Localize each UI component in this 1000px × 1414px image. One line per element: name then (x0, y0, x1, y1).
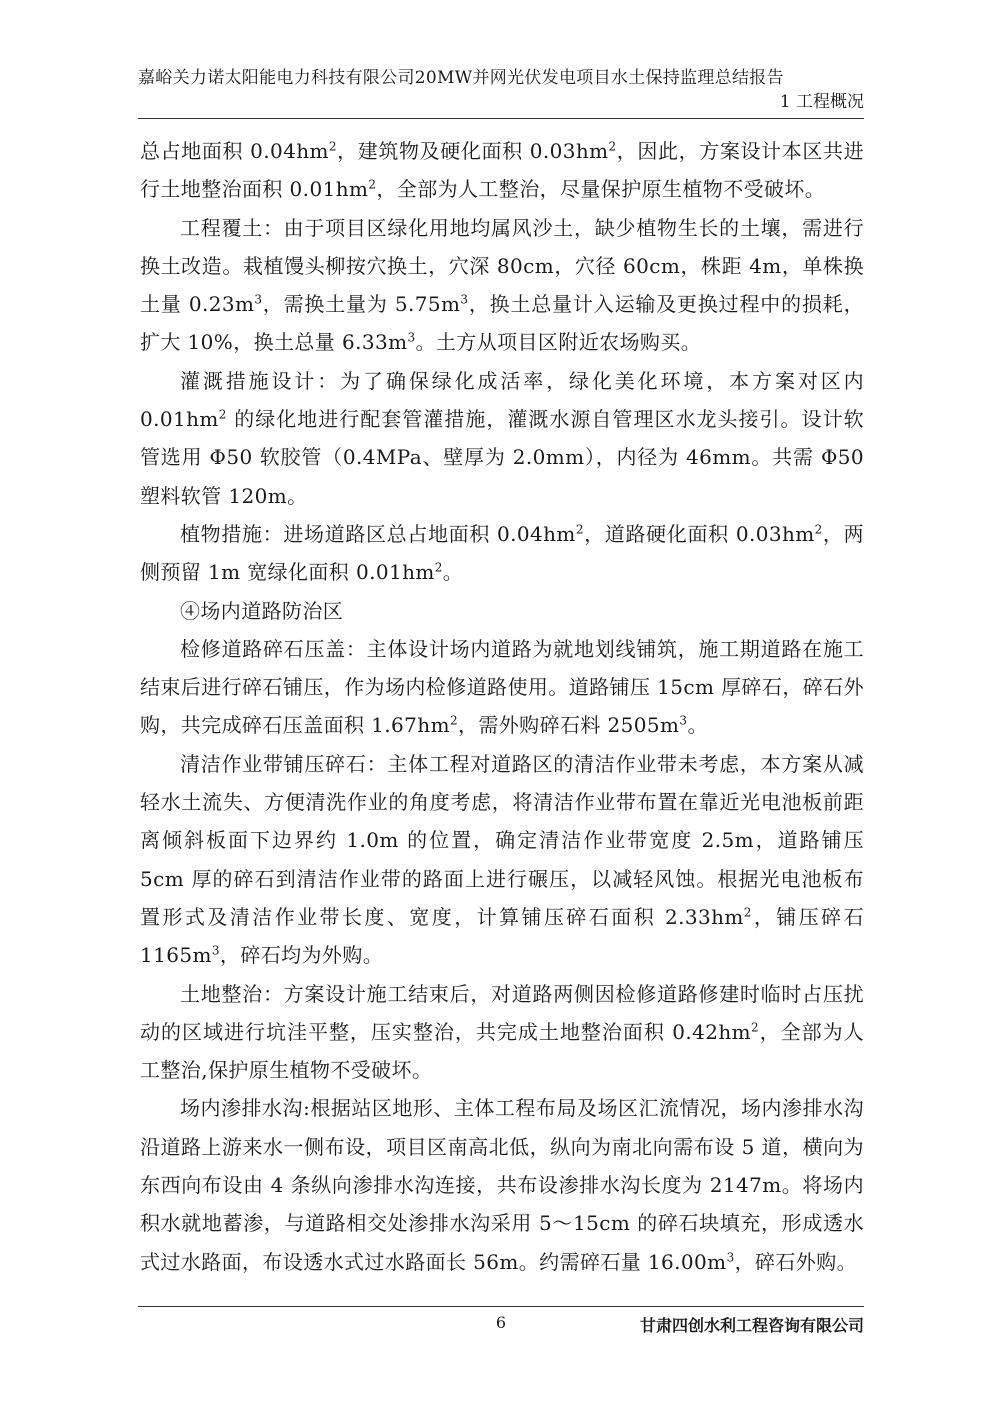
paragraph: 植物措施：进场道路区总占地面积 $0.04hm^2$，道路硬化面积 $0.03hm^2$，两侧预留 1m 宽绿化面积 $0.01hm^2$。 (140, 521, 864, 585)
paragraph: 工程覆土：由于项目区绿化用地均属风沙土，缺少植物生长的土壤，需进行换土改造。栽植馒头柳按穴换土，穴深 80cm，穴径 60cm，株距 4m，单株换土量 $0.23m^3$，需换土量为 $5.75m^3$，换土总量计入运输及更换过程中的损耗，扩大 10%，换土总量 $6.33m^3$。土方从项目区附近农场购买。 (140, 215, 864, 355)
report-title: 嘉峪关力诺太阳能电力科技有限公司20MW并网光伏发电项目水土保持监理总结报告 (138, 68, 784, 88)
page-number: 6 (495, 1313, 507, 1332)
section-label: 1 工程概况 (779, 92, 864, 112)
paragraph: 总占地面积 $0.04hm^2$，建筑物及硬化面积 $0.03hm^2$，因此，方案设计本区共进行土地整治面积 $0.01hm^2$，全部为人工整治，尽量保护原生植物不受破坏。 (140, 139, 864, 202)
paragraph: 检修道路碎石压盖：主体设计场内道路为就地划线铺筑，施工期道路在施工结束后进行碎石铺压，作为场内检修道路使用。道路铺压 15cm 厚碎石，碎石外购，共完成碎石压盖面积 $1.67hm^2$，需外购碎石料 $2505m^3$。 (140, 636, 864, 738)
body-text (140, 132, 864, 1281)
paragraph: 灌溉措施设计：为了确保绿化成活率，绿化美化环境，本方案对区内 $0.01hm^2$ 的绿化地进行配套管灌措施，灌溉水源自管理区水龙头接引。设计软管选用 Φ50 软胶管（0.4MPa、壁厚为 2.0mm），内径为 46mm。共需 Φ50 塑料软管 120m。 (140, 368, 864, 508)
page-header (138, 66, 864, 119)
paragraph: 土地整治：方案设计施工结束后，对道路两侧因检修道路修建时临时占压扰动的区域进行坑洼平整，压实整治，共完成土地整治面积 $0.42hm^2$，全部为人工整治,保护原生植物不受破坏。 (140, 981, 864, 1083)
footer-organization: 甘肃四创水利工程咨询有限公司 (639, 1316, 864, 1335)
paragraph: 场内渗排水沟:根据站区地形、主体工程布局及场区汇流情况，场内渗排水沟沿道路上游来水一侧布设，项目区南高北低，纵向为南北向需布设 5 道，横向为东西向布设由 4 条纵向渗排水沟连接，共布设渗排水沟长度为 2147m。将场内积水就地蓄渗，与道路相交处渗排水沟采用 5～15cm 的碎石块填充，形成透水式过水路面，布设透水式过水路面长 56m。约需碎石量 $16.00m^3$，碎石外购。 (140, 1096, 864, 1274)
paragraph: ④场内道路防治区 (180, 598, 344, 623)
paragraph: 清洁作业带铺压碎石：主体工程对道路区的清洁作业带未考虑，本方案从减轻水土流失、方便清洗作业的角度考虑，将清洁作业带布置在靠近光电池板前距离倾斜板面下边界约 1.0m 的位置，确定清洁作业带宽度 2.5m，道路铺压 5cm 厚的碎石到清洁作业带的路面上进行碾压，以减轻风蚀。根据光电池板布置形式及清洁作业带长度、宽度，计算铺压碎石面积 $2.33hm^2$，铺压碎石 $1165m^3$，碎石均为外购。 (140, 751, 865, 968)
page-footer (138, 1306, 864, 1335)
